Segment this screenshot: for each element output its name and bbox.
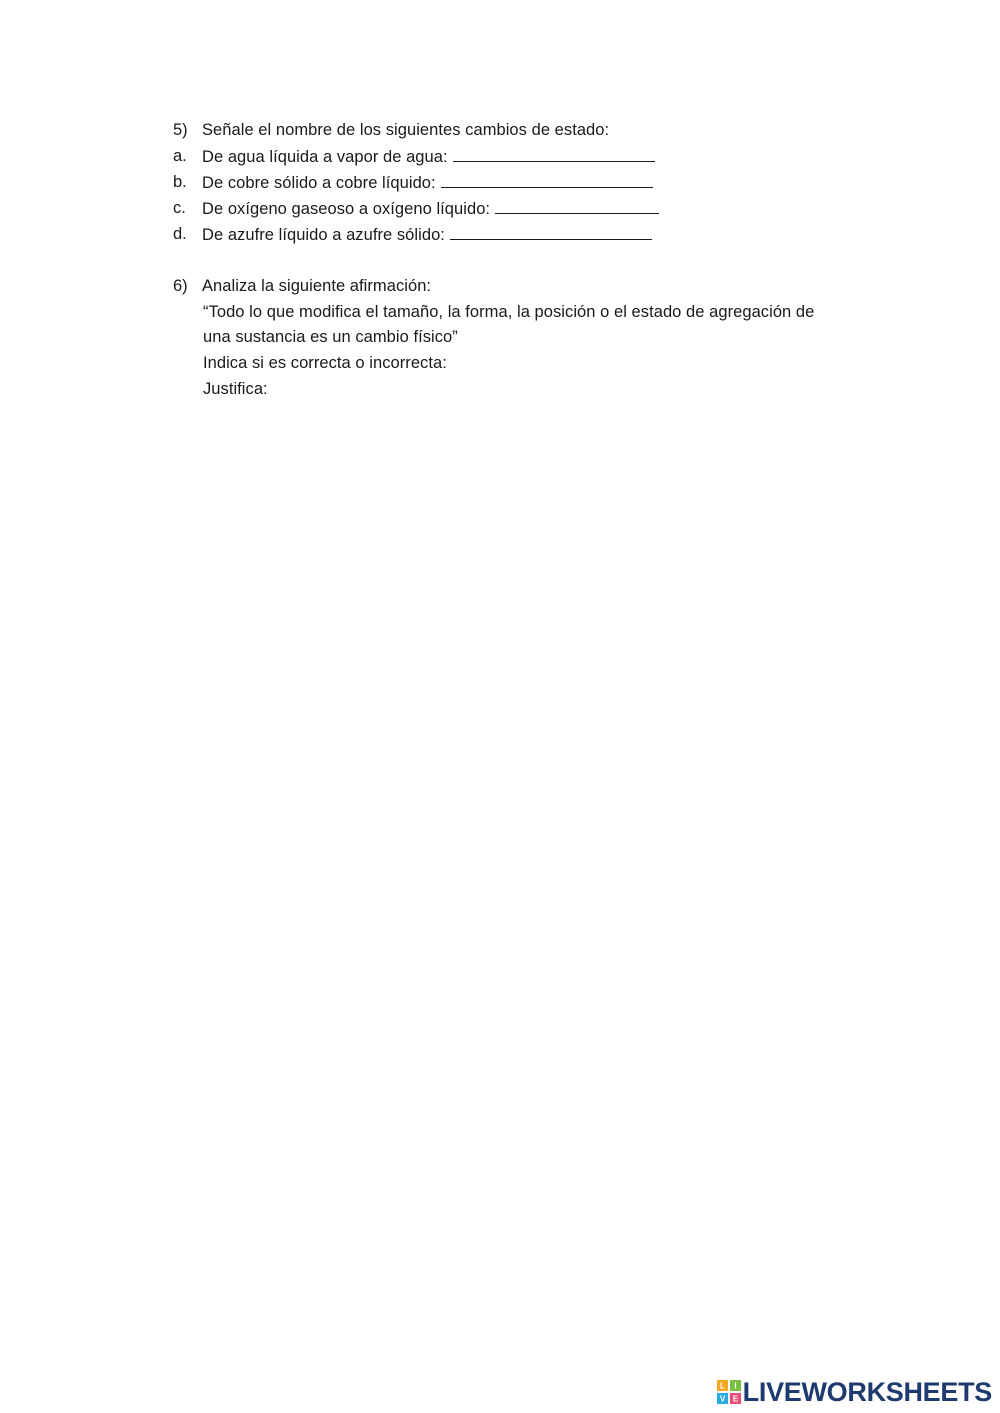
question-6-indicate: Indica si es correcta o incorrecta: xyxy=(203,354,447,372)
svg-text:I: I xyxy=(734,1381,737,1391)
item-b-text: De cobre sólido a cobre líquido: xyxy=(202,174,436,192)
question-6-quote-line-1: “Todo lo que modifica el tamaño, la forma, la posición o el estado de agregación de xyxy=(203,303,815,321)
liveworksheets-wordmark: LIVEWORKSHEETS xyxy=(742,1377,992,1407)
liveworksheets-logo-icon xyxy=(717,1380,741,1404)
svg-text:L: L xyxy=(719,1381,725,1391)
question-5-number: 5) xyxy=(173,121,188,139)
question-6-prompt: Analiza la siguiente afirmación: xyxy=(202,277,432,295)
item-c-row xyxy=(202,197,659,220)
question-6-number: 6) xyxy=(173,277,188,295)
item-b-answer-blank[interactable] xyxy=(441,171,653,188)
item-c-text: De oxígeno gaseoso a oxígeno líquido: xyxy=(202,200,491,218)
item-a-row xyxy=(202,145,655,168)
item-a-text: De agua líquida a vapor de agua: xyxy=(202,148,448,166)
svg-text:E: E xyxy=(732,1394,738,1404)
question-6-justify: Justifica: xyxy=(203,380,268,398)
item-d-text: De azufre líquido a azufre sólido: xyxy=(202,226,445,244)
question-6-quote-line-2: una sustancia es un cambio físico” xyxy=(203,328,458,346)
item-b-letter: b. xyxy=(173,173,187,191)
item-b-row xyxy=(202,171,653,194)
svg-text:V: V xyxy=(719,1394,725,1404)
item-c-answer-blank[interactable] xyxy=(495,197,659,214)
item-a-letter: a. xyxy=(173,147,187,165)
item-c-letter: c. xyxy=(173,199,186,217)
liveworksheets-brand xyxy=(717,1379,992,1405)
item-d-row xyxy=(202,223,652,246)
item-d-letter: d. xyxy=(173,225,187,243)
item-a-answer-blank[interactable] xyxy=(453,145,655,162)
question-5-prompt: Señale el nombre de los siguientes cambios de estado: xyxy=(202,121,610,139)
item-d-answer-blank[interactable] xyxy=(450,223,652,240)
